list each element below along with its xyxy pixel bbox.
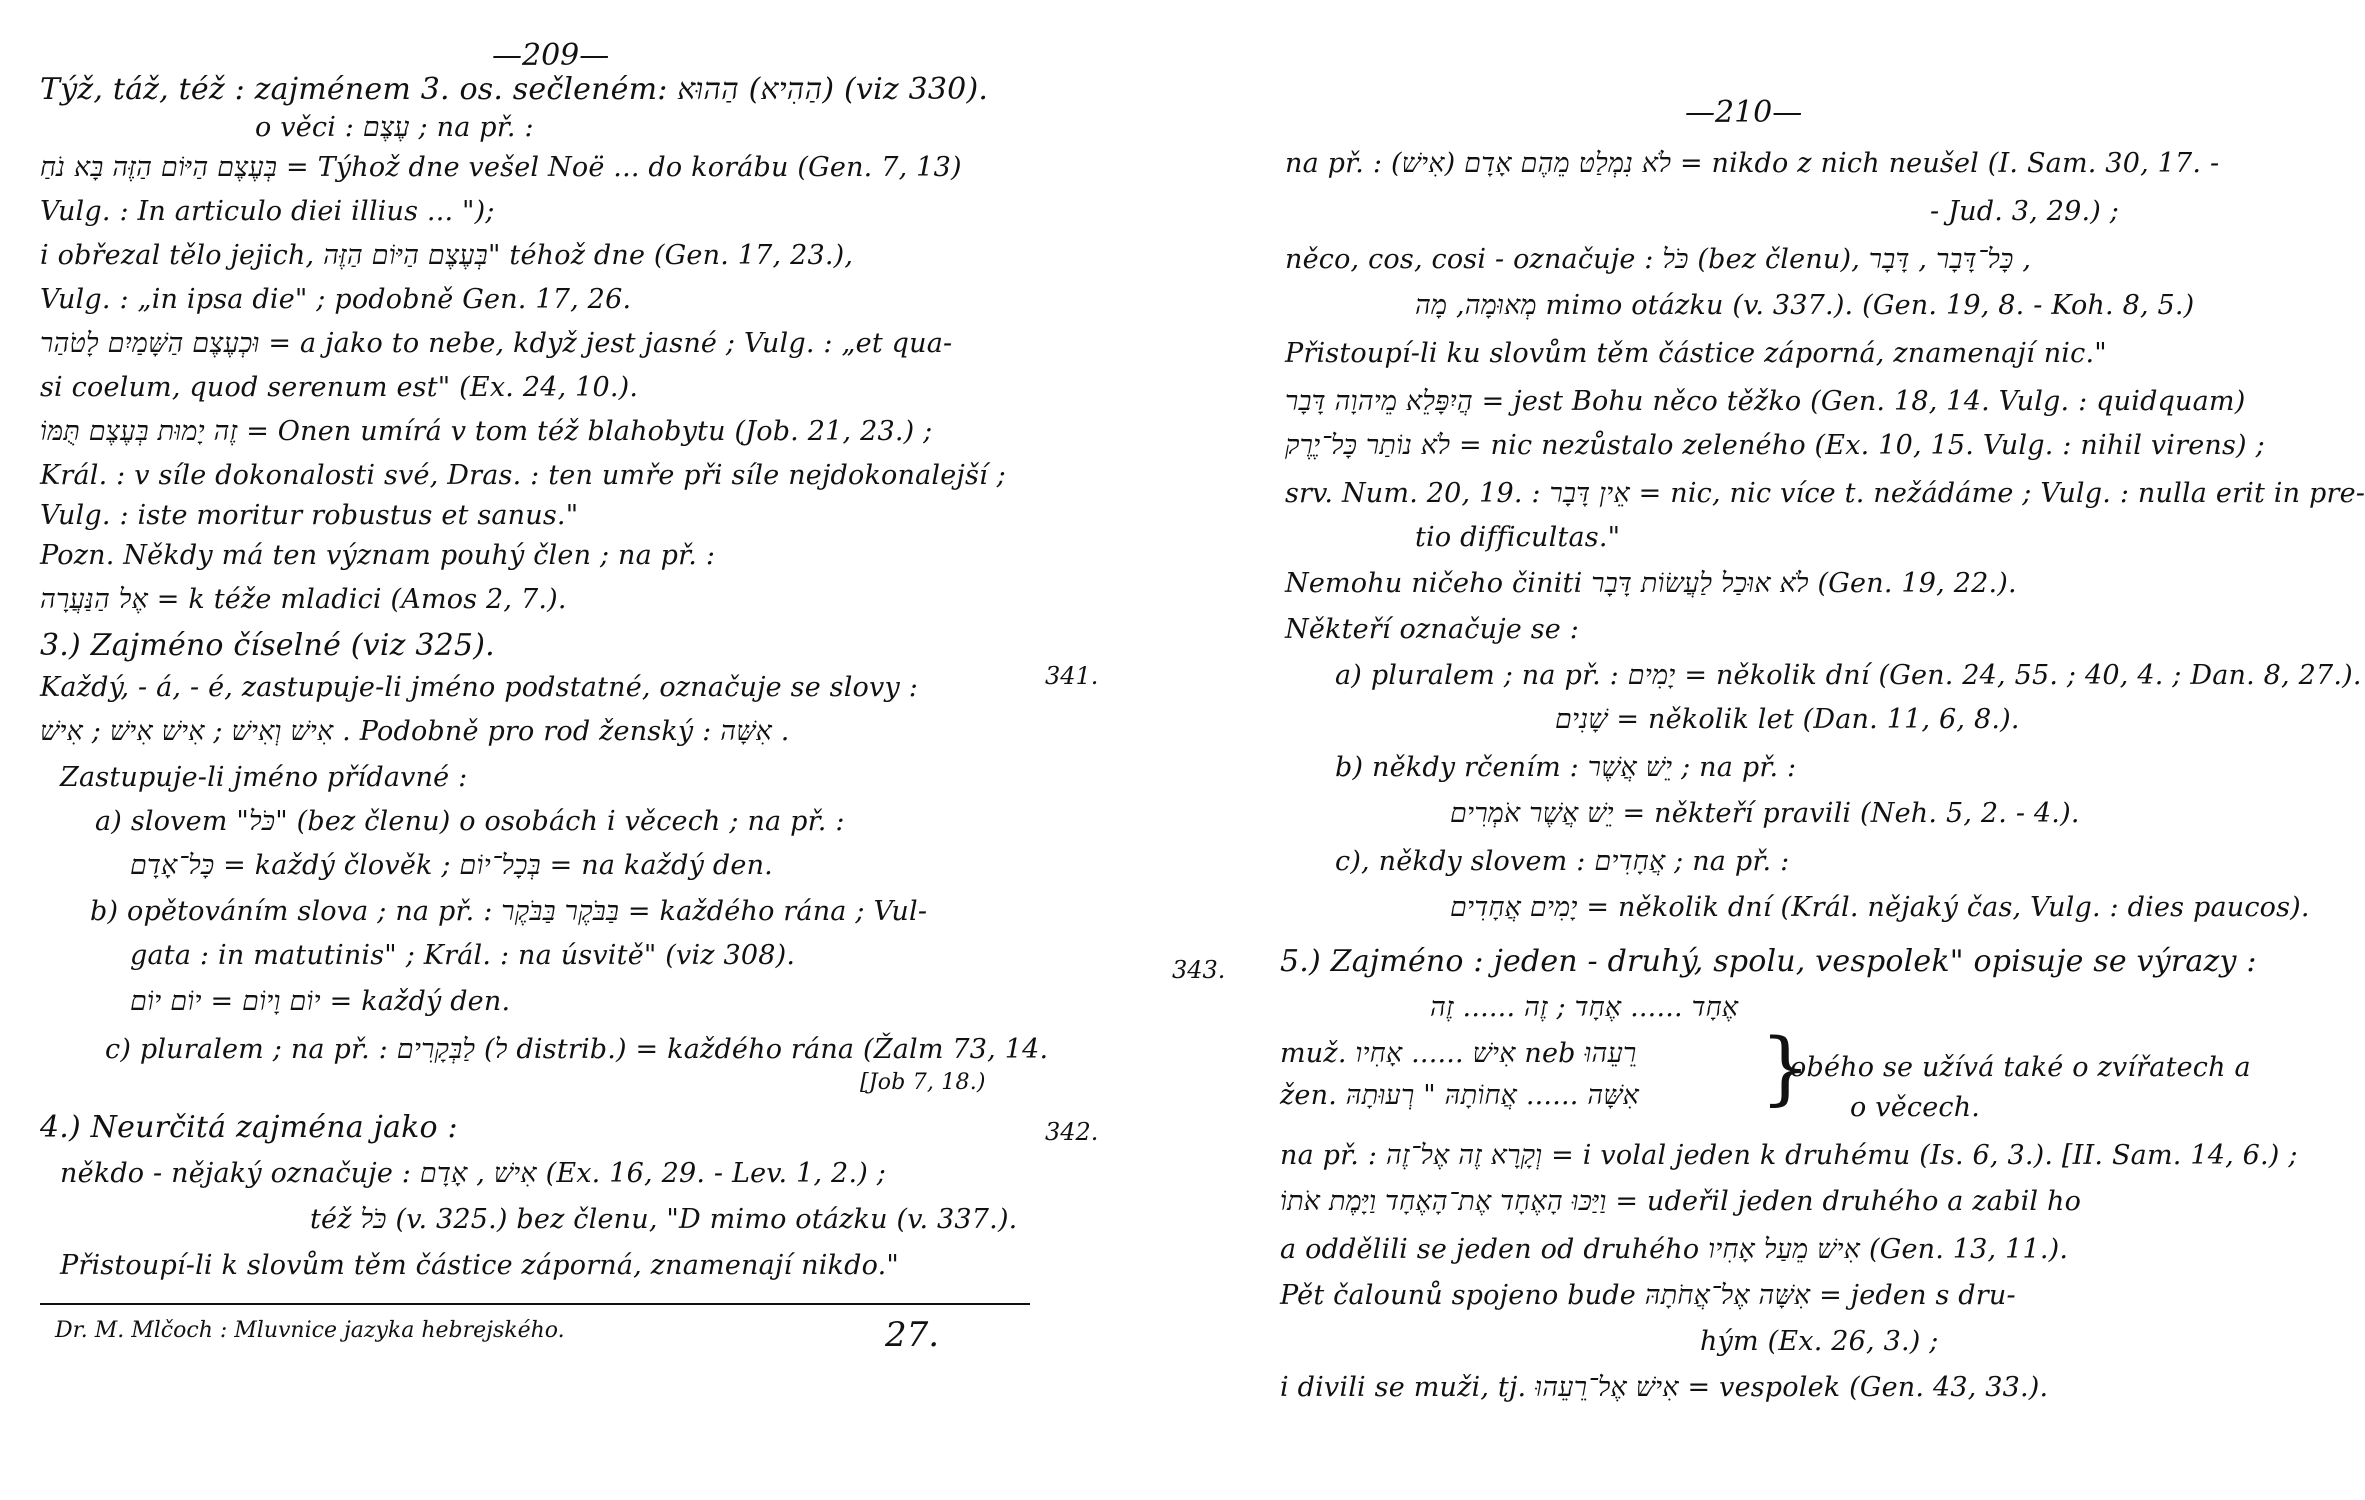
text-line: Vulg. : In articulo diei illius ... "); <box>40 196 495 227</box>
text-line: כָּל־אָדָם = každý člověk ; בְּכָל־יוֹם = na každý den. <box>130 850 773 881</box>
author-signature: Dr. M. Mlčoch : Mluvnice jazyka hebrejského. <box>55 1318 565 1343</box>
text-line: gata : in matutinis" ; Král. : na úsvitě" (viz 308). <box>130 940 796 971</box>
text-line: Nemohu ničeho činiti לֹא אוּכַל לַעֲשׂוֹת דָּבָר (Gen. 19, 22.). <box>1285 568 2017 599</box>
text-line: si coelum, quod serenum est" (Ex. 24, 10.). <box>40 372 639 403</box>
text-line: 3.) Zajméno číselné (viz 325). <box>40 628 495 663</box>
text-line: Někteří označuje se : <box>1285 614 1580 645</box>
text-line: מְאוּמָה, מָה mimo otázku (v. 337.). (Gen. 19, 8. - Koh. 8, 5.) <box>1415 290 2195 321</box>
text-line: Každý, - á, - é, zastupuje-li jméno podstatné, označuje se slovy : <box>40 672 918 703</box>
text-line: někdo - nějaký označuje : אִישׁ , אָדָם (Ex. 16, 29. - Lev. 1, 2.) ; <box>60 1158 887 1189</box>
brace-icon: } <box>1760 1021 1811 1114</box>
text-line: b) opětováním slova ; na př. : בַּבֹּקֶר בַּבֹּקֶר = každého rána ; Vul- <box>90 896 928 927</box>
text-line: žen. אִשָּׁה ...... אֲחוֹתָהּ " רְעוּתָהּ <box>1280 1080 1640 1111</box>
margin-number: 341. <box>1045 662 1099 690</box>
footer-rule <box>40 1303 1030 1305</box>
text-line: tio difficultas." <box>1415 522 1621 553</box>
text-line: Přistoupí-li ku slovům těm částice záporná, znamenají nic." <box>1285 338 2107 369</box>
text-line: Vulg. : „in ipsa die" ; podobně Gen. 17, 26. <box>40 284 632 315</box>
text-line: muž. אִישׁ ...... אָחִיו neb רֵעֵהוּ <box>1280 1038 1637 1069</box>
text-line: Zastupuje-li jméno přídavné : <box>60 762 468 793</box>
text-line: i obřezal tělo jejich, בְּעֶצֶם הַיּוֹם הַזֶּה" téhož dne (Gen. 17, 23.), <box>40 240 854 271</box>
text-line: אֶחָד ...... אֶחָד ; זֶה ...... זֶה <box>1430 992 1739 1023</box>
text-line: 4.) Neurčitá zajména jako : <box>40 1110 458 1145</box>
text-line: 5.) Zajméno : jeden - druhý, spolu, vespolek" opisuje se výrazy : <box>1280 944 2257 979</box>
text-line: יוֹם וָיוֹם = יוֹם יוֹם = každý den. <box>130 986 511 1017</box>
right-page <box>1150 0 2365 1500</box>
page-number: —210— <box>1685 95 1803 130</box>
text-line: též כֹּל (v. 325.) bez členu, "D mimo otázku (v. 337.). <box>310 1204 1018 1235</box>
text-line: וּכְעֶצֶם הַשָּׁמַיִם לָטֹהַר = a jako to nebe, když jest jasné ; Vulg. : „et qua- <box>40 328 953 359</box>
text-line: Přistoupí-li k slovům těm částice záporná, znamenají nikdo." <box>60 1250 899 1281</box>
text-line: a) pluralem ; na př. : יָמִים = několik dní (Gen. 24, 55. ; 40, 4. ; Dan. 8, 27.). <box>1335 660 2362 691</box>
text-line: i divili se muži, tj. אִישׁ אֶל־רֵעֵהוּ = vespolek (Gen. 43, 33.). <box>1280 1372 2049 1403</box>
text-line: Týž, táž, též : zajménem 3. os. sečleném: הַהִיא) הַהוּא) (viz 330). <box>40 72 989 107</box>
text-line: - Jud. 3, 29.) ; <box>1930 196 2120 227</box>
text-line: בְּעֶצֶם הַיּוֹם הַזֶּה בָּא נֹחַ = Týhož dne vešel Noë ... do korábu (Gen. 7, 13) <box>40 152 962 183</box>
text-line: c), někdy slovem : אֲחָדִים ; na př. : <box>1335 846 1790 877</box>
text-line: Vulg. : iste moritur robustus et sanus." <box>40 500 579 531</box>
text-line: יֵשׁ אֲשֶׁר אֹמְרִים = někteří pravili (Neh. 5, 2. - 4.). <box>1450 798 2080 829</box>
text-line: hým (Ex. 26, 3.) ; <box>1700 1326 1939 1357</box>
text-line: לֹא נוֹתַר כָּל־יֶרֶק = nic nezůstalo zeleného (Ex. 10, 15. Vulg. : nihil virens) ; <box>1285 430 2265 461</box>
text-line: הֲיִפָּלֵא מֵיהוָה דָּבָר = jest Bohu něco těžko (Gen. 18, 14. Vulg. : quidquam) <box>1285 386 2246 417</box>
text-line: o věci : עֶצֶם ; na př. : <box>255 112 534 143</box>
text-line: na př. : לֹא נִמְלַט מֵהֶם אָדָם (אִישׁ) = nikdo z nich neušel (I. Sam. 30, 17. - <box>1285 148 2220 179</box>
text-line: a) slovem "כֹּל" (bez členu) o osobách i věcech ; na př. : <box>95 806 845 837</box>
text-line: srv. Num. 20, 19. : אֵין דָּבָר = nic, nic více t. nežádáme ; Vulg. : nulla erit in pre- <box>1285 478 2365 509</box>
text-line: וַיַּכּוּ הָאֶחָד אֶת־הָאֶחָד וַיָּמֶת אֹתוֹ = udeřil jeden druhého a zabil ho <box>1280 1186 2082 1217</box>
text-line: na př. : וְקָרָא זֶה אֶל־זֶה = i volal jeden k druhému (Is. 6, 3.). [II. Sam. 14, 6.) ; <box>1280 1140 2298 1171</box>
text-line: Pozn. Někdy má ten význam pouhý člen ; na př. : <box>40 540 716 571</box>
text-line: c) pluralem ; na př. : לַבְּקָרִים (ל distrib.) = každého rána (Žalm 73, 14. <box>105 1034 1049 1065</box>
margin-number: 342. <box>1045 1118 1099 1146</box>
left-page <box>0 0 1110 1500</box>
text-line: אֶל הַנַּעֲרָה = k téže mladici (Amos 2, 7.). <box>40 584 567 615</box>
margin-number: 343. <box>1172 956 1226 984</box>
text-line: o věcech. <box>1850 1092 1981 1123</box>
text-line: שָׁנִים = několik let (Dan. 11, 6, 8.). <box>1555 704 2020 735</box>
text-line: Pět čalounů spojeno bude אִשָּׁה אֶל־אֲחֹתָהּ = jeden s dru- <box>1280 1280 2016 1311</box>
text-line: זֶה יָמוּת בְּעֶצֶם תֻּמּוֹ = Onen umírá v tom též blahobytu (Job. 21, 23.) ; <box>40 416 933 447</box>
text-line: a oddělili se jeden od druhého אִישׁ מֵעַל אָחִיו (Gen. 13, 11.). <box>1280 1234 2069 1265</box>
text-line: יָמִים אֲחָדִים = několik dní (Král. nějaký čas, Vulg. : dies paucos). <box>1450 892 2310 923</box>
text-line: [Job 7, 18.) <box>860 1070 986 1095</box>
text-line: אִישׁ וְאִישׁ ; אִישׁ אִישׁ ; אִישׁ . Podobně pro rod ženský : אִשָּׁה . <box>40 716 790 747</box>
text-line: obého se užívá také o zvířatech a <box>1790 1052 2251 1083</box>
text-line: něco, cos, cosi - označuje : כֹּל (bez členu), כָּל־דָּבָר , דָּבָר , <box>1285 244 2032 275</box>
text-line: b) někdy rčením : יֵשׁ אֲשֶׁר ; na př. : <box>1335 752 1797 783</box>
text-line: Král. : v síle dokonalosti své, Dras. : ten umře při síle nejdokonalejší ; <box>40 460 1006 491</box>
page-number: —209— <box>492 38 610 73</box>
sheet-number: 27. <box>885 1315 940 1355</box>
